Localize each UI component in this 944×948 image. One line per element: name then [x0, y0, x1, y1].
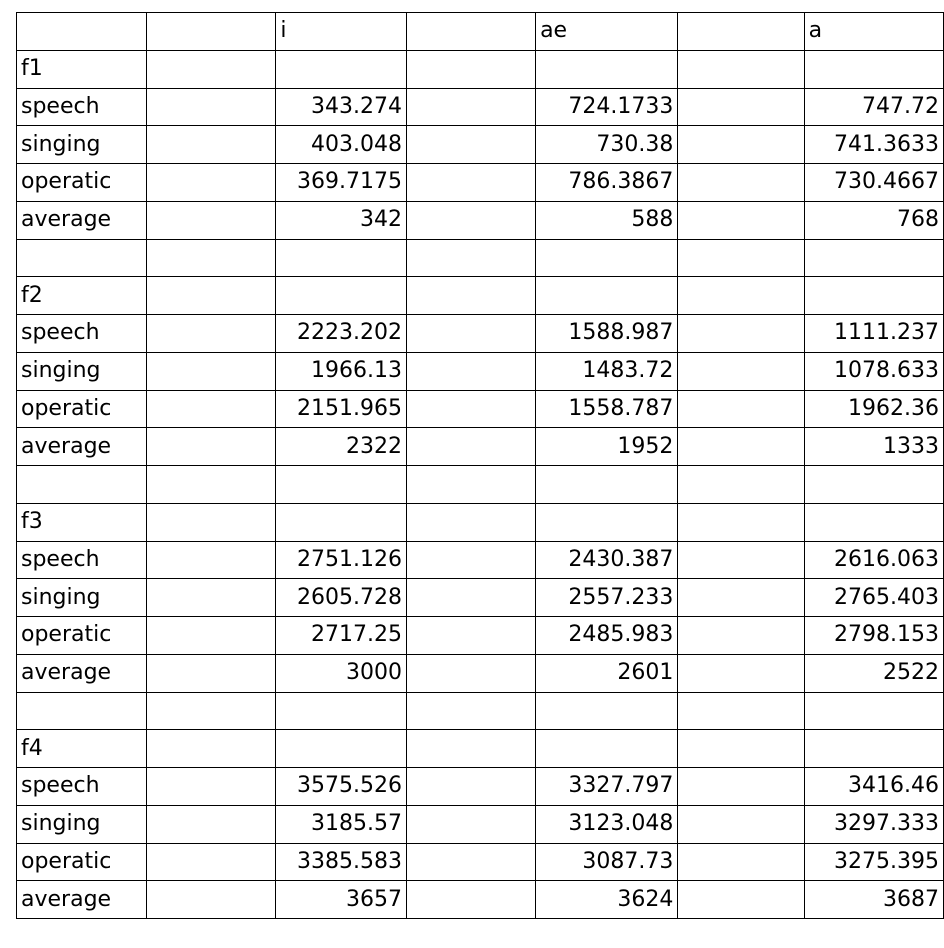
value-cell-i[interactable]: 2751.126	[276, 541, 407, 579]
formant-table-body	[17, 13, 944, 919]
empty-cell[interactable]	[678, 352, 804, 390]
empty-cell[interactable]	[406, 126, 535, 164]
empty-cell[interactable]	[406, 50, 535, 88]
row-label-cell[interactable]: singing	[17, 126, 147, 164]
table-row	[17, 126, 944, 164]
value-cell-ae[interactable]: 3123.048	[536, 805, 678, 843]
empty-cell[interactable]	[536, 50, 678, 88]
value-cell-ae[interactable]: 1558.787	[536, 390, 678, 428]
empty-cell[interactable]	[406, 201, 535, 239]
value-cell-ae[interactable]: 786.3867	[536, 164, 678, 202]
table-row	[17, 617, 944, 655]
value-cell-i[interactable]: 342	[276, 201, 407, 239]
empty-cell[interactable]	[678, 730, 804, 768]
empty-cell[interactable]	[804, 466, 943, 504]
empty-cell[interactable]	[678, 277, 804, 315]
value-cell-a[interactable]: 1111.237	[804, 315, 943, 353]
empty-cell[interactable]	[678, 164, 804, 202]
empty-cell[interactable]	[536, 730, 678, 768]
value-cell-i[interactable]: 369.7175	[276, 164, 407, 202]
empty-cell[interactable]	[804, 277, 943, 315]
empty-cell[interactable]	[276, 503, 407, 541]
empty-cell[interactable]	[147, 315, 276, 353]
value-cell-a[interactable]: 3687	[804, 881, 943, 919]
table-row	[17, 315, 944, 353]
blank-row	[17, 466, 944, 504]
empty-cell[interactable]	[147, 805, 276, 843]
empty-cell[interactable]	[406, 617, 535, 655]
table-row	[17, 390, 944, 428]
section-title-row	[17, 277, 944, 315]
row-label-cell[interactable]: speech	[17, 315, 147, 353]
value-cell-a[interactable]: 1962.36	[804, 390, 943, 428]
empty-cell[interactable]	[406, 428, 535, 466]
empty-cell[interactable]	[536, 277, 678, 315]
section-title-row	[17, 50, 944, 88]
empty-cell[interactable]	[17, 239, 147, 277]
blank-row	[17, 239, 944, 277]
empty-cell[interactable]	[147, 201, 276, 239]
empty-cell[interactable]	[406, 541, 535, 579]
value-cell-i[interactable]: 1966.13	[276, 352, 407, 390]
empty-cell[interactable]	[678, 541, 804, 579]
empty-cell[interactable]	[406, 239, 535, 277]
value-cell-a[interactable]: 2798.153	[804, 617, 943, 655]
value-cell-i[interactable]: 2151.965	[276, 390, 407, 428]
header-cell-empty[interactable]	[678, 13, 804, 51]
value-cell-ae[interactable]: 3624	[536, 881, 678, 919]
row-label-cell[interactable]: operatic	[17, 617, 147, 655]
empty-cell[interactable]	[147, 50, 276, 88]
empty-cell[interactable]	[406, 730, 535, 768]
value-cell-a[interactable]: 1078.633	[804, 352, 943, 390]
empty-cell[interactable]	[147, 239, 276, 277]
empty-cell[interactable]	[17, 466, 147, 504]
empty-cell[interactable]	[276, 239, 407, 277]
header-cell-i[interactable]: i	[276, 13, 407, 51]
empty-cell[interactable]	[147, 579, 276, 617]
empty-cell[interactable]	[406, 88, 535, 126]
empty-cell[interactable]	[406, 768, 535, 806]
empty-cell[interactable]	[147, 541, 276, 579]
value-cell-ae[interactable]: 3327.797	[536, 768, 678, 806]
value-cell-a[interactable]: 1333	[804, 428, 943, 466]
row-label-cell[interactable]: speech	[17, 541, 147, 579]
value-cell-ae[interactable]: 1588.987	[536, 315, 678, 353]
value-cell-a[interactable]: 730.4667	[804, 164, 943, 202]
empty-cell[interactable]	[147, 126, 276, 164]
row-label-cell[interactable]: singing	[17, 579, 147, 617]
value-cell-i[interactable]: 3657	[276, 881, 407, 919]
empty-cell[interactable]	[804, 239, 943, 277]
empty-cell[interactable]	[276, 50, 407, 88]
empty-cell[interactable]	[406, 390, 535, 428]
table-row	[17, 843, 944, 881]
empty-cell[interactable]	[406, 881, 535, 919]
header-cell-empty[interactable]	[147, 13, 276, 51]
empty-cell[interactable]	[147, 352, 276, 390]
empty-cell[interactable]	[678, 126, 804, 164]
empty-cell[interactable]	[678, 617, 804, 655]
empty-cell[interactable]	[147, 277, 276, 315]
empty-cell[interactable]	[406, 654, 535, 692]
empty-cell[interactable]	[678, 881, 804, 919]
header-row	[17, 13, 944, 51]
empty-cell[interactable]	[536, 503, 678, 541]
empty-cell[interactable]	[147, 466, 276, 504]
empty-cell[interactable]	[804, 503, 943, 541]
value-cell-ae[interactable]: 2601	[536, 654, 678, 692]
row-label-cell[interactable]: average	[17, 881, 147, 919]
value-cell-ae[interactable]: 1952	[536, 428, 678, 466]
empty-cell[interactable]	[678, 239, 804, 277]
value-cell-i[interactable]: 2605.728	[276, 579, 407, 617]
row-label-cell[interactable]: operatic	[17, 390, 147, 428]
blank-row	[17, 692, 944, 730]
table-row	[17, 881, 944, 919]
section-title-row	[17, 730, 944, 768]
empty-cell[interactable]	[678, 503, 804, 541]
empty-cell[interactable]	[536, 692, 678, 730]
empty-cell[interactable]	[678, 315, 804, 353]
row-label-cell[interactable]: singing	[17, 805, 147, 843]
value-cell-i[interactable]: 2322	[276, 428, 407, 466]
empty-cell[interactable]	[17, 692, 147, 730]
value-cell-ae[interactable]: 588	[536, 201, 678, 239]
value-cell-i[interactable]: 3000	[276, 654, 407, 692]
value-cell-i[interactable]: 343.274	[276, 88, 407, 126]
empty-cell[interactable]	[804, 730, 943, 768]
row-label-cell[interactable]: operatic	[17, 164, 147, 202]
empty-cell[interactable]	[406, 352, 535, 390]
empty-cell[interactable]	[678, 88, 804, 126]
value-cell-ae[interactable]: 3087.73	[536, 843, 678, 881]
table-row	[17, 579, 944, 617]
empty-cell[interactable]	[147, 390, 276, 428]
table-row	[17, 201, 944, 239]
header-cell-ae[interactable]: ae	[536, 13, 678, 51]
value-cell-a[interactable]: 768	[804, 201, 943, 239]
header-cell-empty[interactable]	[17, 13, 147, 51]
empty-cell[interactable]	[406, 466, 535, 504]
empty-cell[interactable]	[147, 881, 276, 919]
value-cell-a[interactable]: 3416.46	[804, 768, 943, 806]
empty-cell[interactable]	[147, 617, 276, 655]
empty-cell[interactable]	[406, 843, 535, 881]
empty-cell[interactable]	[147, 730, 276, 768]
table-row	[17, 428, 944, 466]
empty-cell[interactable]	[678, 466, 804, 504]
value-cell-ae[interactable]: 2485.983	[536, 617, 678, 655]
empty-cell[interactable]	[147, 654, 276, 692]
row-label-cell[interactable]: average	[17, 654, 147, 692]
section-title-cell[interactable]: f3	[17, 503, 147, 541]
row-label-cell[interactable]: average	[17, 201, 147, 239]
value-cell-ae[interactable]: 730.38	[536, 126, 678, 164]
value-cell-a[interactable]: 3275.395	[804, 843, 943, 881]
table-row	[17, 88, 944, 126]
value-cell-i[interactable]: 3575.526	[276, 768, 407, 806]
empty-cell[interactable]	[804, 50, 943, 88]
header-cell-empty[interactable]	[406, 13, 535, 51]
empty-cell[interactable]	[147, 692, 276, 730]
value-cell-i[interactable]: 2223.202	[276, 315, 407, 353]
empty-cell[interactable]	[276, 277, 407, 315]
empty-cell[interactable]	[804, 692, 943, 730]
empty-cell[interactable]	[678, 390, 804, 428]
empty-cell[interactable]	[678, 50, 804, 88]
empty-cell[interactable]	[406, 277, 535, 315]
value-cell-a[interactable]: 3297.333	[804, 805, 943, 843]
table-row	[17, 768, 944, 806]
empty-cell[interactable]	[276, 692, 407, 730]
section-title-row	[17, 503, 944, 541]
section-title-cell[interactable]: f4	[17, 730, 147, 768]
empty-cell[interactable]	[678, 201, 804, 239]
value-cell-ae[interactable]: 2430.387	[536, 541, 678, 579]
empty-cell[interactable]	[147, 164, 276, 202]
table-row	[17, 654, 944, 692]
value-cell-i[interactable]: 3385.583	[276, 843, 407, 881]
row-label-cell[interactable]: average	[17, 428, 147, 466]
empty-cell[interactable]	[678, 843, 804, 881]
value-cell-i[interactable]: 2717.25	[276, 617, 407, 655]
empty-cell[interactable]	[147, 503, 276, 541]
empty-cell[interactable]	[678, 805, 804, 843]
value-cell-a[interactable]: 741.3633	[804, 126, 943, 164]
table-row	[17, 805, 944, 843]
empty-cell[interactable]	[147, 768, 276, 806]
empty-cell[interactable]	[678, 579, 804, 617]
empty-cell[interactable]	[406, 164, 535, 202]
row-label-cell[interactable]: speech	[17, 88, 147, 126]
value-cell-ae[interactable]: 2557.233	[536, 579, 678, 617]
row-label-cell[interactable]: singing	[17, 352, 147, 390]
empty-cell[interactable]	[406, 579, 535, 617]
table-row	[17, 352, 944, 390]
empty-cell[interactable]	[678, 654, 804, 692]
empty-cell[interactable]	[678, 428, 804, 466]
empty-cell[interactable]	[678, 768, 804, 806]
value-cell-i[interactable]: 403.048	[276, 126, 407, 164]
value-cell-a[interactable]: 2522	[804, 654, 943, 692]
value-cell-ae[interactable]: 724.1733	[536, 88, 678, 126]
value-cell-a[interactable]: 2765.403	[804, 579, 943, 617]
empty-cell[interactable]	[147, 843, 276, 881]
empty-cell[interactable]	[678, 692, 804, 730]
empty-cell[interactable]	[147, 88, 276, 126]
section-title-cell[interactable]: f1	[17, 50, 147, 88]
empty-cell[interactable]	[536, 239, 678, 277]
value-cell-a[interactable]: 747.72	[804, 88, 943, 126]
value-cell-i[interactable]: 3185.57	[276, 805, 407, 843]
empty-cell[interactable]	[147, 428, 276, 466]
value-cell-a[interactable]: 2616.063	[804, 541, 943, 579]
empty-cell[interactable]	[406, 315, 535, 353]
empty-cell[interactable]	[406, 503, 535, 541]
empty-cell[interactable]	[276, 466, 407, 504]
section-title-cell[interactable]: f2	[17, 277, 147, 315]
header-cell-a[interactable]: a	[804, 13, 943, 51]
table-row	[17, 541, 944, 579]
table-row	[17, 164, 944, 202]
formant-table	[16, 12, 944, 919]
empty-cell[interactable]	[276, 730, 407, 768]
empty-cell[interactable]	[406, 805, 535, 843]
value-cell-ae[interactable]: 1483.72	[536, 352, 678, 390]
empty-cell[interactable]	[406, 692, 535, 730]
row-label-cell[interactable]: speech	[17, 768, 147, 806]
empty-cell[interactable]	[536, 466, 678, 504]
row-label-cell[interactable]: operatic	[17, 843, 147, 881]
